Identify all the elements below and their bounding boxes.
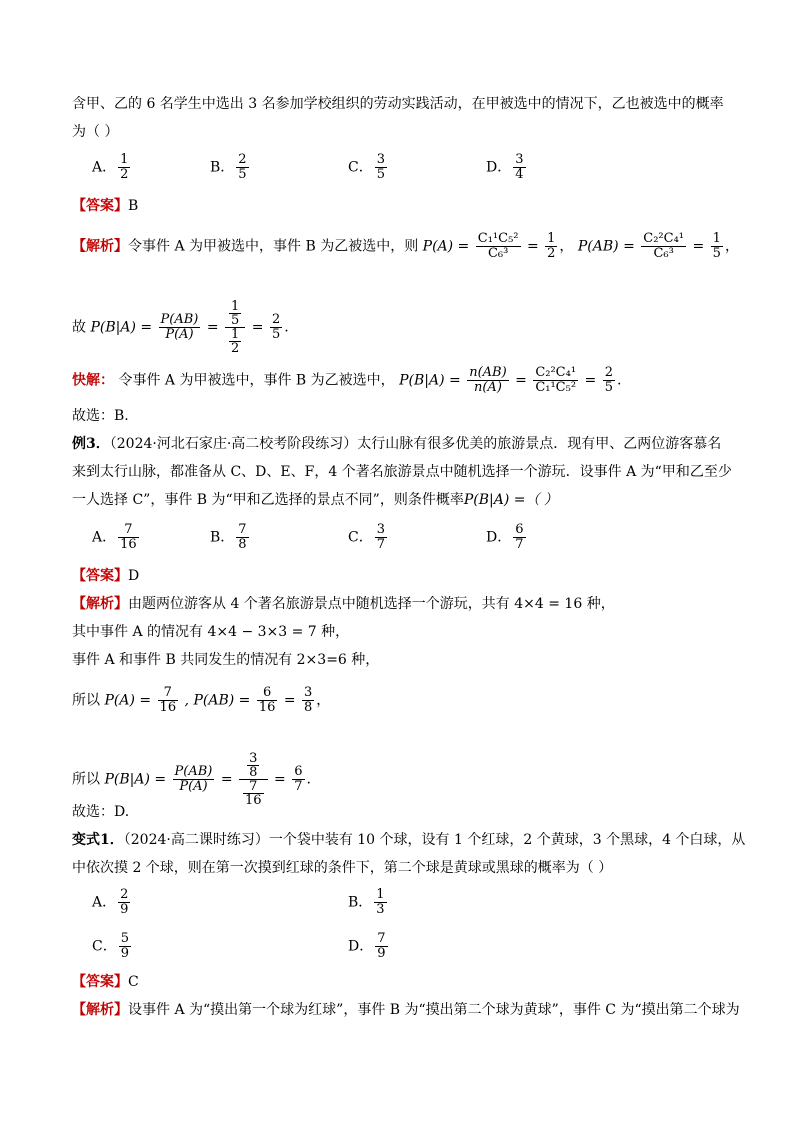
- ex3-answer-line: 【答案】D: [72, 568, 140, 584]
- example3-line2: 来到太行山脉，都准备从 C、D、E、F，4 个著名旅游景点中随机选择一个游玩．设事件 A 为“甲和乙至少: [72, 464, 732, 480]
- question-text-line1: 含甲、乙的 6 名学生中选出 3 名参加学校组织的劳动实践活动，在甲被选中的情况下，乙也被选中的概率: [72, 96, 724, 112]
- ex3-probabilities-line: 所以 P(A) = $\frac{7}{16}$ , P(AB) = $\frac{6}{16}$ = $\frac{3}{8}$ ，: [72, 685, 331, 715]
- analysis-line: 【解析】令事件 A 为甲被选中，事件 B 为乙被选中，则 P(A) = $\frac{\text{C₁¹C₅²}}{\text{C₆³}}$ = $\frac{1}{2}$ ， P(AB) = $\frac{\text{C₂²C₄¹}}{\text{C₆³}}$ = $\frac{1}{5}$ ，: [72, 231, 739, 261]
- variant1-line2: 中依次摸 2 个球，则在第一次摸到红球的条件下，第二个球是黄球或黑球的概率为（ ）: [72, 860, 613, 876]
- ex3-analysis-line-b: 其中事件 A 的情况有 4×4 − 3×3 = 7 种，: [72, 624, 350, 640]
- var1-choice-b: B． $\frac{1}{3}$: [348, 887, 385, 917]
- ex3-choice-c: C． $\frac{3}{7}$: [348, 522, 385, 552]
- example3-line3: 一人选择 C”，事件 B 为“甲和乙选择的景点不同”，则条件概率P(B|A) =（ ）: [72, 492, 558, 508]
- question-text-line2: 为（ ）: [72, 124, 119, 140]
- conditional-formula-line: 故 P(B|A) = $\frac{P(AB)}{P(A)}$ = $\frac{\frac{1}{5}}{\frac{1}{2}}$ = $\frac{2}{5}$ .: [72, 299, 289, 356]
- var1-analysis-line: 【解析】设事件 A 为“摸出第一个球为红球”，事件 B 为“摸出第二个球为黄球”，事件 C 为“摸出第二个球为: [72, 1002, 740, 1018]
- analysis-tag: 【解析】: [72, 238, 128, 255]
- choice-c: C． $\frac{3}{5}$: [348, 152, 385, 182]
- ex3-choice-b: B． $\frac{7}{8}$: [210, 522, 247, 552]
- var1-choice-c: C． $\frac{5}{9}$: [92, 931, 129, 961]
- ex3-analysis-line-c: 事件 A 和事件 B 共同发生的情况有 2×3=6 种，: [72, 652, 380, 668]
- answer-line: [72, 196, 138, 216]
- answer-tag: 【答案】: [72, 198, 128, 214]
- quick-solution-line: 快解： 令事件 A 为甲被选中，事件 B 为乙被选中， P(B|A) = $\frac{n(AB)}{n(A)}$ = $\frac{\text{C₂²C₄¹}}{\text{C₁¹C₅²}}$ = $\frac{2}{5}$ .: [72, 365, 622, 395]
- quick-tag: 快解：: [72, 372, 114, 389]
- variant1-line1: 变式1．（2024·高二课时练习）一个袋中装有 10 个球，设有 1 个红球，2 个黄球，3 个黑球，4 个白球，从: [72, 832, 746, 848]
- variant1-tag: 变式1．: [72, 832, 124, 848]
- ex3-conditional-line: 所以 P(B|A) = $\frac{P(AB)}{P(A)}$ = $\frac{\frac{3}{8}}{\frac{7}{16}}$ = $\frac{6}{7}$ .: [72, 751, 311, 808]
- choice-d: D． $\frac{3}{4}$: [486, 152, 524, 182]
- ex3-choice-a: A． $\frac{7}{16}$: [92, 522, 137, 552]
- select-line-2: 故选：D.: [72, 804, 130, 820]
- example3-tag: 例3．: [72, 436, 110, 452]
- var1-choice-d: D． $\frac{7}{9}$: [348, 931, 386, 961]
- select-line-1: 故选：B.: [72, 408, 129, 424]
- example3-line1: 例3．（2024·河北石家庄·高二校考阶段练习）太行山脉有很多优美的旅游景点．现有甲、乙两位游客慕名: [72, 436, 722, 452]
- choice-a: A． $\frac{1}{2}$: [92, 152, 129, 182]
- var1-choice-a: A． $\frac{2}{9}$: [92, 887, 129, 917]
- ex3-analysis-line-a: 【解析】由题两位游客从 4 个著名旅游景点中随机选择一个游玩，共有 4×4 = 16 种，: [72, 596, 615, 612]
- var1-answer-line: 【答案】C: [72, 974, 139, 990]
- answer-value: B: [128, 198, 139, 214]
- choice-b: B． $\frac{2}{5}$: [210, 152, 247, 182]
- ex3-choice-d: D． $\frac{6}{7}$: [486, 522, 524, 552]
